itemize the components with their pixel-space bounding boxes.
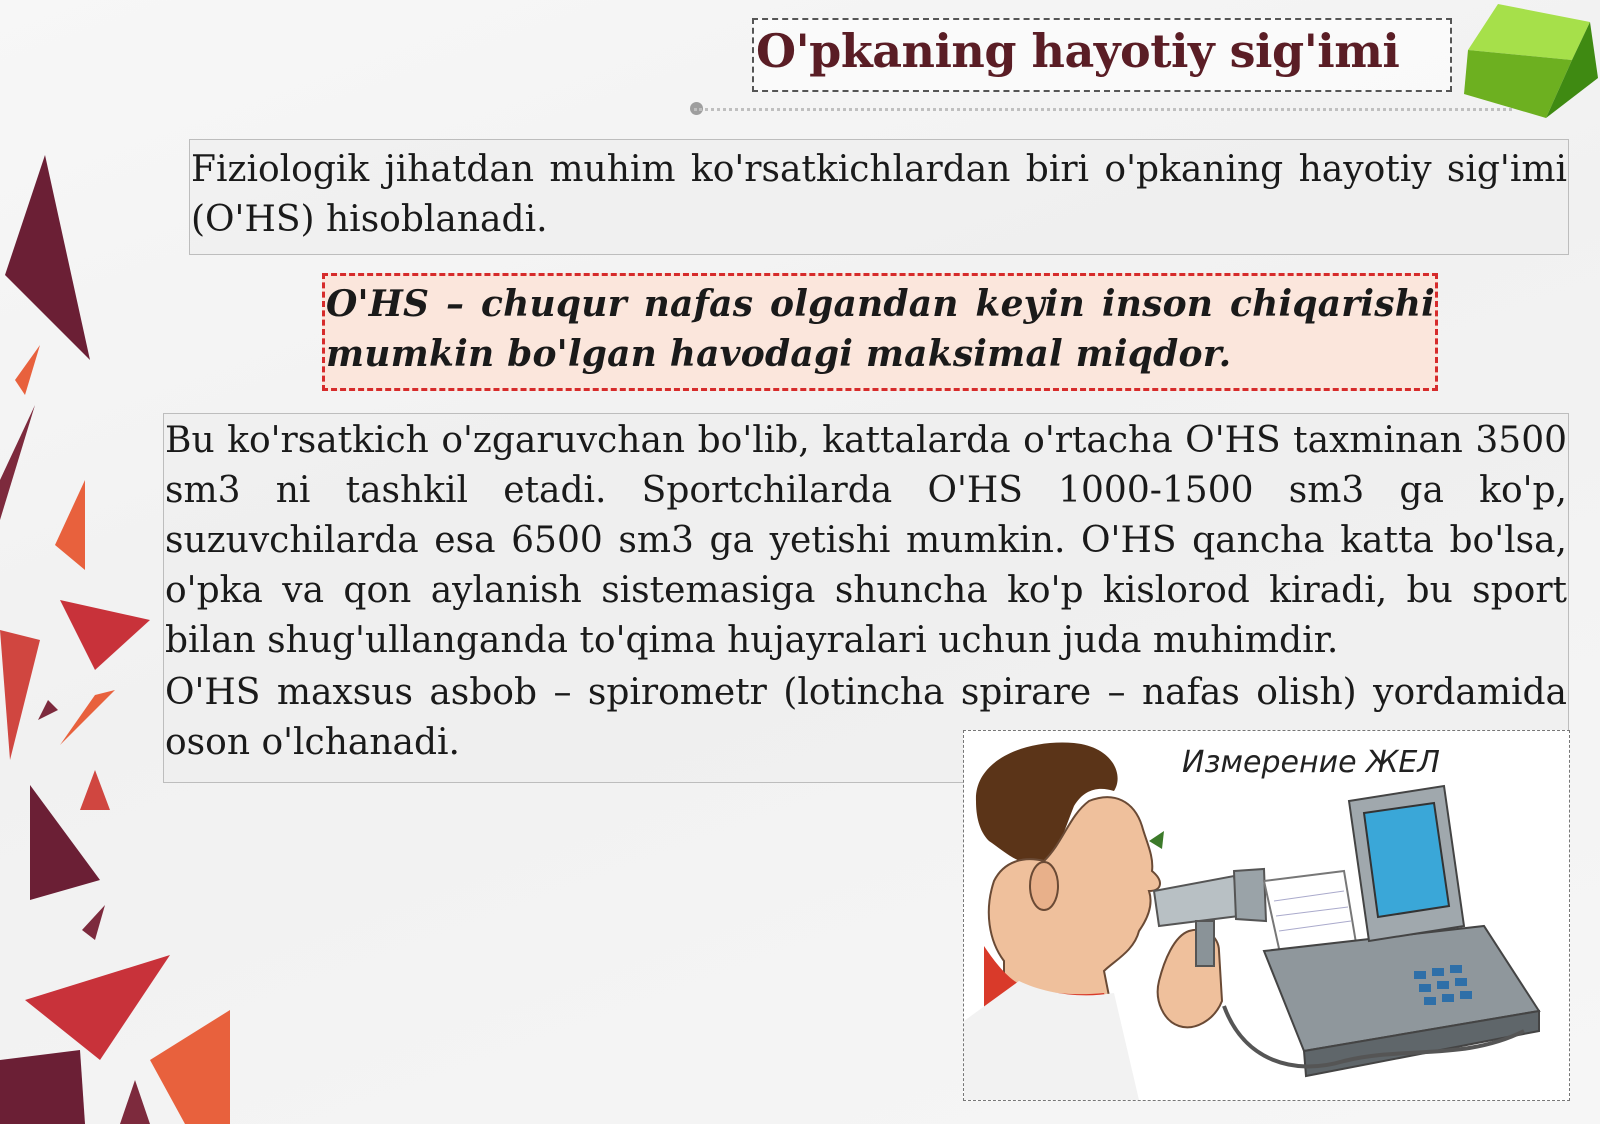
image-caption: Измерение ЖЕЛ bbox=[1182, 745, 1440, 780]
title-box bbox=[752, 18, 1452, 92]
definition-text: O'HS – chuqur nafas olgandan keyin inson chiqarishi mumkin bo'lgan havodagi maksimal miqdor. bbox=[326, 283, 1435, 375]
title-underline bbox=[694, 108, 1512, 111]
green-cube bbox=[1462, 2, 1600, 118]
definition-box bbox=[322, 273, 1438, 391]
main-paragraph: Bu ko'rsatkich o'zgaruvchan bo'lib, kattalarda o'rtacha O'HS taxminan 3500 sm3 ni tashkil etadi. Sportchilarda O'HS 1000-1500 sm3 ga ko'p, suzuvchilarda esa 6500 sm3 ga yetishi mumkin. O'HS qancha katta bo'lsa, o'pka va qon aylanish sistemasiga shuncha ko'p kislorod kiradi, bu sport bilan shug'ullanganda to'qima hujayralari uchun juda muhimdir. bbox=[165, 420, 1567, 661]
main-text-box bbox=[163, 413, 1569, 783]
page-title: O'pkaning hayotiy sig'imi bbox=[756, 24, 1400, 78]
spirometer-illustration bbox=[964, 731, 1569, 1100]
spirometer-paragraph: O'HS maxsus asbob – spirometr (lotincha spirare – nafas olish) yordamida oson o'lchanadi. bbox=[165, 672, 1567, 763]
intro-box bbox=[189, 139, 1569, 255]
spirometer-figure bbox=[963, 730, 1570, 1101]
intro-text: Fiziologik jihatdan muhim ko'rsatkichlardan biri o'pkaning hayotiy sig'imi (O'HS) hisoblanadi. bbox=[191, 149, 1567, 240]
